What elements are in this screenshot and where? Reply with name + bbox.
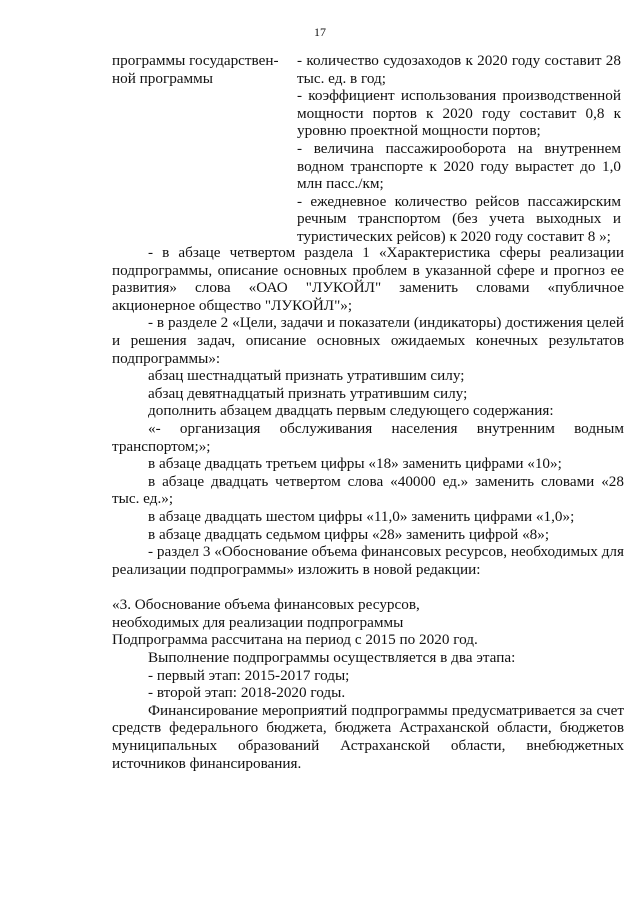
page-number: 17 [314,25,326,39]
spacer [112,578,624,596]
amendment-paragraph: в абзаце двадцать седьмом цифры «28» заменить цифрой «8»; [148,525,550,543]
amendment-paragraph: - в разделе 2 «Цели, задачи и показатели (индикаторы) достижения целей и решения задач, описание основных ожидаемых конечных результатов подпрограммы»: [112,314,624,367]
indicator-item: - величина пассажирооборота на внутреннем водном транспорте к 2020 году вырастет до 1,0 млн пасс./км; [297,139,621,193]
section-paragraph: - второй этап: 2018-2020 годы. [148,684,346,702]
indicator-item: - ежедневное количество рейсов пассажирским речным транспортом (без учета выходных и туристических рейсов) к 2020 году составит 8 »; [297,192,621,245]
section-paragraph: Финансирование мероприятий подпрограммы предусматривается за счет средств федерального бюджета, бюджета Астраханской области, бюджетов муниципальных образований Астраханской области, внебюджетных источников финансирования. [112,701,624,772]
indicator-item: - количество судозаходов к 2020 году составит 28 тыс. ед. в год; [297,52,621,87]
table-left-cell: программы государствен-ной программы [112,52,279,87]
indicator-item: - коэффициент использования производственной мощности портов к 2020 году составит 0,8 к уровню проектной мощности портов; [297,87,621,140]
amendment-paragraph: в абзаце двадцать шестом цифры «11,0» заменить цифрами «1,0»; [148,507,575,525]
amendment-paragraph: абзац девятнадцатый признать утратившим силу; [148,384,468,402]
section-title: «3. Обоснование объема финансовых ресурсов, [112,596,420,614]
section-title: необходимых для реализации подпрограммы [112,613,404,631]
amendment-paragraph: дополнить абзацем двадцать первым следующего содержания: [148,402,554,420]
amendment-paragraph: - в абзаце четвертом раздела 1 «Характеристика сферы реализации подпрограммы, описание основных проблем в указанной сфере и прогноз ее развития» слова «ОАО "ЛУКОЙЛ" заменить словами «публичное акционерное общество "ЛУКОЙЛ"»; [112,244,624,314]
amendment-paragraph: - раздел 3 «Обоснование объема финансовых ресурсов, необходимых для реализации подпрограммы» изложить в новой редакции: [112,543,624,578]
document-body [112,244,624,772]
amendment-paragraph: в абзаце двадцать четвертом слова «40000 ед.» заменить словами «28 тыс. ед.»; [112,472,624,508]
amendment-paragraph: «- организация обслуживания населения внутренним водным транспортом;»; [112,419,624,455]
amendment-paragraph: в абзаце двадцать третьем цифры «18» заменить цифрами «10»; [148,455,562,473]
table-right-cell [297,52,621,246]
section-paragraph: Подпрограмма рассчитана на период с 2015 по 2020 год. [112,631,478,649]
section-paragraph: - первый этап: 2015-2017 годы; [148,666,350,684]
section-paragraph: Выполнение подпрограммы осуществляется в два этапа: [148,649,516,667]
amendment-paragraph: абзац шестнадцатый признать утратившим силу; [148,367,465,385]
